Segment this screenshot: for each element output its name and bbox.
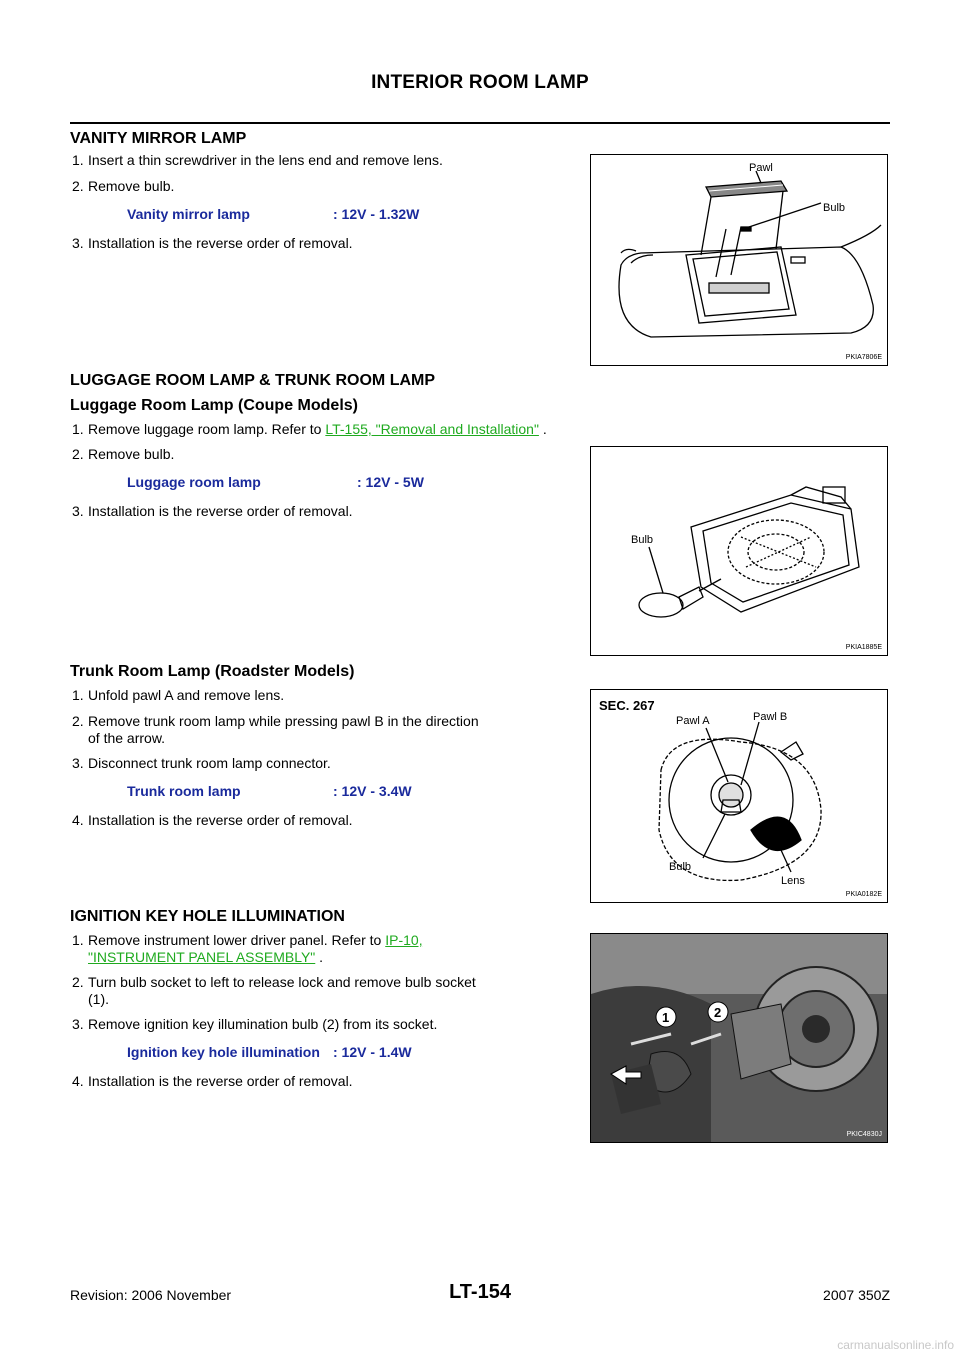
ignition-step-1-suffix: . [319,949,324,965]
ignition-step-1-cont [88,949,323,966]
vanity-spec [127,206,420,222]
roadster-sec-number: SEC. 267 [599,698,655,713]
roadster-step-3-text: Disconnect trunk room lamp connector. [88,755,331,771]
footer-page-number: LT-154 [449,1281,511,1303]
coupe-figure-code: PKIA1885E [845,644,882,651]
vanity-step-1-text: Insert a thin screwdriver in the lens end and remove lens. [88,152,443,168]
section-heading-ignition: IGNITION KEY HOLE ILLUMINATION [70,908,345,925]
vanity-step-2-text: Remove bulb. [88,178,175,194]
watermark: carmanualsonline.info [837,1338,954,1352]
vanity-label-pawl: Pawl [749,162,773,174]
roadster-spec-label: Trunk room lamp [127,783,241,799]
subheading-roadster: Trunk Room Lamp (Roadster Models) [70,663,355,680]
vanity-step-1: 1. Insert a thin screwdriver in the lens end and remove lens. [72,152,443,168]
coupe-label-bulb: Bulb [631,534,654,546]
page-title: INTERIOR ROOM LAMP [371,72,589,93]
ignition-step-3-text: Remove ignition key illumination bulb (2) from its socket. [88,1016,438,1032]
luggage-lamp-illustration [591,447,887,655]
roadster-label-pawl-a: Pawl A [676,715,710,727]
roadster-spec [127,783,412,799]
ignition-step-2: 2. Turn bulb socket to left to release lock and remove bulb socket [72,974,476,990]
footer-model: 2007 350Z [823,1287,890,1303]
roadster-step-1-text: Unfold pawl A and remove lens. [88,687,285,703]
coupe-step-1: 1. Remove luggage room lamp. Refer to LT-155, "Removal and Installation" . [72,421,547,437]
ignition-figure [590,933,888,1143]
coupe-spec [127,474,424,490]
vanity-step-3-text: Installation is the reverse order of removal. [88,235,353,251]
vanity-illustration [591,155,887,365]
vanity-figure-code: PKIA7806E [845,354,882,361]
subheading-coupe: Luggage Room Lamp (Coupe Models) [70,397,358,414]
vanity-step-2: 2. Remove bulb. [72,178,175,194]
ignition-step-2-text: Turn bulb socket to left to release lock and remove bulb socket [88,974,476,990]
roadster-spec-value: : 12V - 3.4W [333,783,412,799]
ignition-label-1: 1 [662,1010,670,1025]
roadster-label-bulb: Bulb [669,861,692,873]
coupe-step-1-suffix: . [542,421,547,437]
ignition-step-1: 1. Remove instrument lower driver panel. Refer to IP-10, [72,932,423,948]
coupe-step-2-text: Remove bulb. [88,446,175,462]
ignition-spec-value: : 12V - 1.4W [333,1044,412,1060]
ignition-label-2: 2 [714,1005,722,1020]
roadster-step-1: 1. Unfold pawl A and remove lens. [72,687,285,703]
roadster-label-pawl-b: Pawl B [753,711,788,723]
coupe-spec-label: Luggage room lamp [127,474,261,490]
roadster-step-4-text: Installation is the reverse order of removal. [88,812,353,828]
roadster-label-lens: Lens [781,875,805,887]
section-heading-vanity: VANITY MIRROR LAMP [70,130,247,147]
roadster-step-3: 3. Disconnect trunk room lamp connector. [72,755,331,771]
vanity-spec-label: Vanity mirror lamp [127,206,250,222]
roadster-step-4: 4. Installation is the reverse order of removal. [72,812,353,828]
trunk-lamp-illustration [591,690,887,902]
footer-revision: Revision: 2006 November [70,1287,232,1303]
coupe-spec-value: : 12V - 5W [357,474,424,490]
coupe-step-2: 2. Remove bulb. [72,446,175,462]
roadster-step-2-cont: of the arrow. [88,730,166,746]
section-heading-luggage: LUGGAGE ROOM LAMP & TRUNK ROOM LAMP [70,372,436,389]
link-lt-155[interactable]: LT-155, "Removal and Installation" [325,421,539,437]
ignition-step-1-text: Remove instrument lower driver panel. Refer to [88,932,382,948]
header-rule [70,122,890,124]
link-instrument-panel-assembly[interactable]: "INSTRUMENT PANEL ASSEMBLY" [88,949,316,965]
link-ip-10[interactable]: IP-10, [385,932,423,948]
coupe-step-3-text: Installation is the reverse order of removal. [88,503,353,519]
roadster-figure-code: PKIA0182E [845,891,882,898]
ignition-figure-code: PKIC4830J [846,1131,882,1138]
ignition-step-4: 4. Installation is the reverse order of removal. [72,1073,353,1089]
coupe-step-1-text: Remove luggage room lamp. Refer to [88,421,322,437]
ignition-step-3: 3. Remove ignition key illumination bulb (2) from its socket. [72,1016,438,1032]
vanity-figure [590,154,888,366]
coupe-step-3: 3. Installation is the reverse order of removal. [72,503,353,519]
vanity-step-3: 3. Installation is the reverse order of removal. [72,235,353,251]
vanity-spec-value: : 12V - 1.32W [333,206,420,222]
ignition-spec [127,1044,412,1060]
vanity-label-bulb: Bulb [823,202,846,214]
ignition-step-4-text: Installation is the reverse order of removal. [88,1073,353,1089]
ignition-step-2-cont: (1). [88,991,109,1007]
ignition-photo [591,934,887,1142]
roadster-step-2: 2. Remove trunk room lamp while pressing pawl B in the direction [72,713,479,729]
coupe-figure [590,446,888,656]
ignition-spec-label: Ignition key hole illumination [127,1044,320,1060]
roadster-figure [590,689,888,903]
roadster-step-2-text: Remove trunk room lamp while pressing pawl B in the direction [88,713,479,729]
